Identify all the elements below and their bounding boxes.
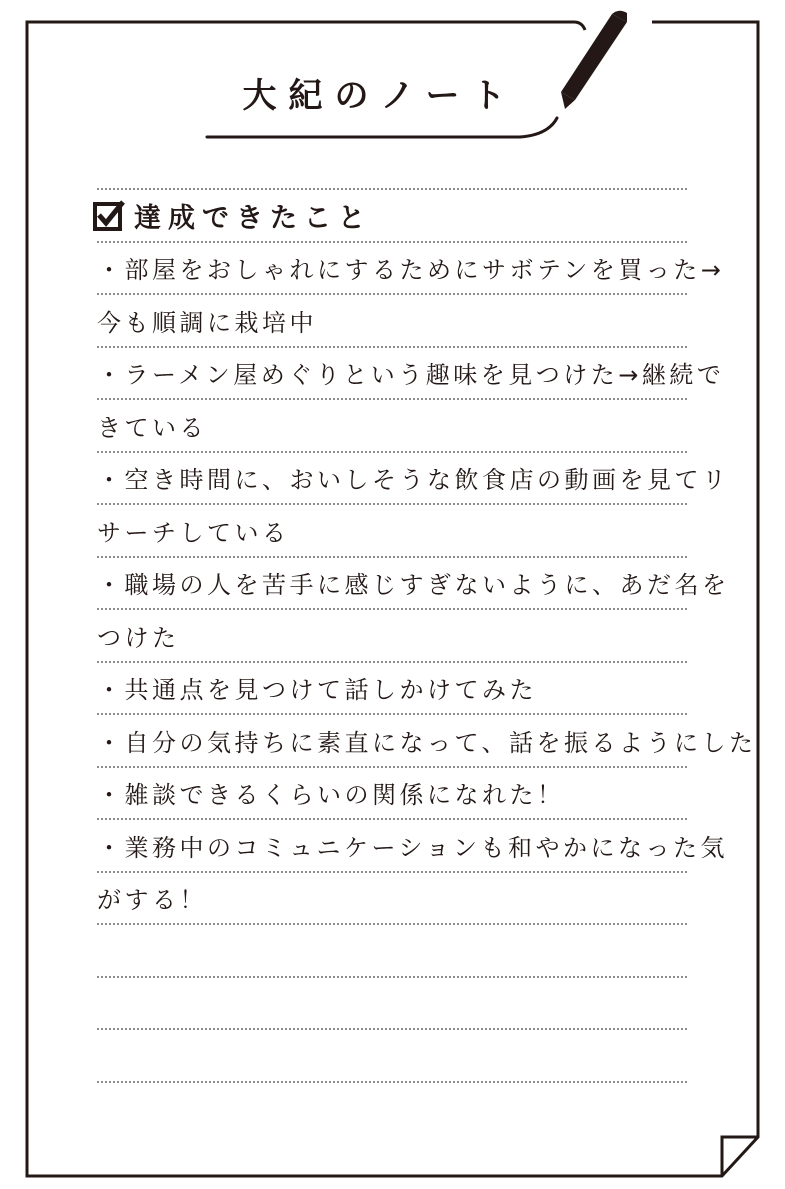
note-line: 今も順調に栽培中 bbox=[97, 309, 317, 337]
note-line: ・ラーメン屋めぐりという趣味を見つけた→継続で bbox=[97, 361, 725, 389]
ruled-line bbox=[97, 241, 687, 243]
note-line: ・部屋をおしゃれにするためにサボテンを買った→ bbox=[97, 256, 725, 284]
note-line: ・共通点を見つけて話しかけてみた bbox=[97, 676, 537, 704]
ruled-line bbox=[97, 293, 687, 295]
ruled-line bbox=[97, 1028, 687, 1030]
note-line: ・空き時間に、おいしそうな飲食店の動画を見てリ bbox=[97, 466, 730, 494]
ruled-line bbox=[97, 398, 687, 400]
note-line: きている bbox=[97, 414, 207, 442]
ruled-line bbox=[97, 923, 687, 925]
ruled-line bbox=[97, 713, 687, 715]
section-heading bbox=[92, 195, 372, 235]
ruled-line bbox=[97, 503, 687, 505]
ruled-line bbox=[97, 608, 687, 610]
ruled-line bbox=[97, 556, 687, 558]
note-line: ・自分の気持ちに素直になって、話を振るようにした bbox=[97, 729, 757, 757]
section-heading-text: 達成できたこと bbox=[134, 202, 372, 234]
title-underline bbox=[207, 118, 557, 137]
note-line: ・業務中のコミュニケーションも和やかになった気 bbox=[97, 834, 729, 862]
ruled-line bbox=[97, 346, 687, 348]
page-title: 大紀のノート bbox=[242, 76, 518, 116]
ruled-line bbox=[97, 766, 687, 768]
note-line: ・雑談できるくらいの関係になれた！ bbox=[97, 781, 565, 809]
note-line: がする！ bbox=[97, 886, 207, 914]
ruled-line bbox=[97, 976, 687, 978]
ruled-line bbox=[97, 818, 687, 820]
note-line: ・職場の人を苦手に感じすぎないように、あだ名を bbox=[97, 571, 730, 599]
ruled-line bbox=[97, 661, 687, 663]
ruled-line bbox=[97, 188, 687, 190]
ruled-line bbox=[97, 1081, 687, 1083]
ruled-line bbox=[97, 871, 687, 873]
note-line: サーチしている bbox=[97, 519, 290, 547]
note-line: つけた bbox=[97, 624, 180, 652]
ruled-line bbox=[97, 451, 687, 453]
checkbox-checked-icon bbox=[92, 198, 126, 232]
